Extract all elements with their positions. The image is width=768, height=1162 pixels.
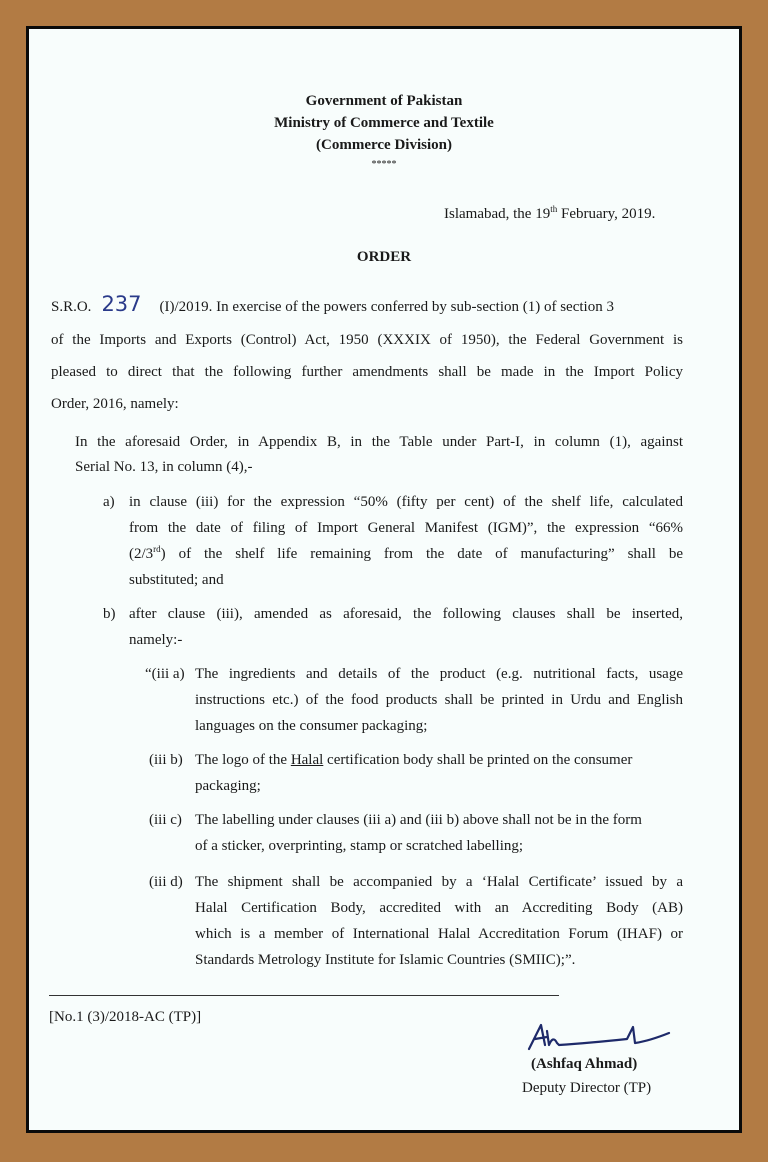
sub-b-marker: (iii b) — [149, 752, 183, 768]
sro-line-1 — [51, 291, 679, 320]
sub-a-marker: “(iii a) — [145, 666, 185, 682]
sro-line-2: of the Imports and Exports (Control) Act, 1950 (XXXIX of 1950), the Federal Government is — [51, 332, 683, 348]
sub-a-line-3: languages on the consumer packaging; — [195, 718, 428, 734]
sro-label: S.R.O. — [51, 299, 92, 315]
sub-b-line-2: packaging; — [195, 778, 261, 794]
header-government: Government of Pakistan — [305, 93, 463, 109]
sub-b-line-1-post: certification body shall be printed on the consumer — [323, 752, 633, 768]
sub-d-line-4: Standards Metrology Institute for Islamic Countries (SMIIC);”. — [195, 952, 576, 968]
signatory-title: Deputy Director (TP) — [522, 1080, 652, 1096]
clause-a-line-3-sup: rd — [153, 544, 161, 554]
clause-a-line-4: substituted; and — [129, 572, 224, 588]
intro-line-2: Serial No. 13, in column (4),- — [75, 459, 253, 475]
sro-line-4: Order, 2016, namely: — [51, 396, 179, 412]
sub-d-line-2: Halal Certification Body, accredited with an Accrediting Body (AB) — [195, 900, 683, 916]
date-sup: th — [550, 204, 558, 214]
sub-c-marker: (iii c) — [149, 812, 182, 828]
sub-b-line-1 — [195, 747, 632, 773]
sub-b-halal-underlined: Halal — [290, 752, 324, 768]
sub-c-line-2: of a sticker, overprinting, stamp or scratched labelling; — [195, 838, 524, 854]
header-division: (Commerce Division) — [316, 137, 452, 153]
sro-line-1-text: (I)/2019. In exercise of the powers conferred by sub-section (1) of section 3 — [159, 299, 614, 315]
clause-b-line-2: namely:- — [129, 632, 183, 648]
footer-divider — [49, 995, 559, 996]
date-prefix: Islamabad, the 19 — [444, 206, 551, 222]
dateline — [444, 201, 655, 227]
clause-a-line-1: in clause (iii) for the expression “50% (fifty per cent) of the shelf life, calculated — [129, 494, 683, 510]
sub-b-line-1-pre: The logo of the — [195, 752, 291, 768]
clause-a-line-3-post: ) of the shelf life remaining from the date of manufacturing” shall be — [160, 546, 683, 562]
clause-a-line-3-pre: (2/3 — [129, 546, 154, 562]
sro-number-handwritten: 237 — [101, 292, 142, 316]
signatory-name: (Ashfaq Ahmad) — [531, 1056, 638, 1072]
clause-b-marker: b) — [103, 606, 116, 622]
sub-d-marker: (iii d) — [149, 874, 183, 890]
date-suffix: February, 2019. — [557, 206, 656, 222]
header-stars: ***** — [371, 159, 397, 170]
order-title: ORDER — [356, 249, 412, 265]
document-page — [26, 26, 742, 1133]
header-ministry: Ministry of Commerce and Textile — [274, 115, 494, 131]
file-number: [No.1 (3)/2018-AC (TP)] — [49, 1009, 202, 1025]
sub-c-line-1: The labelling under clauses (iii a) and (iii b) above shall not be in the form — [195, 812, 642, 828]
clause-a-line-2: from the date of filing of Import General Manifest (IGM)”, the expression “66% — [129, 520, 683, 536]
sub-d-line-1: The shipment shall be accompanied by a ‘Halal Certificate’ issued by a — [195, 874, 683, 890]
sub-d-line-3: which is a member of International Halal Accreditation Forum (IHAF) or — [195, 926, 683, 942]
sub-a-line-2: instructions etc.) of the food products shall be printed in Urdu and English — [195, 692, 683, 708]
sro-line-3: pleased to direct that the following further amendments shall be made in the Import Policy — [51, 364, 683, 380]
intro-line-1: In the aforesaid Order, in Appendix B, in the Table under Part-I, in column (1), against — [75, 434, 683, 450]
clause-a-marker: a) — [103, 494, 115, 510]
sub-a-line-1: The ingredients and details of the product (e.g. nutritional facts, usage — [195, 666, 683, 682]
clause-a-line-3 — [129, 541, 683, 567]
clause-b-line-1: after clause (iii), amended as aforesaid, the following clauses shall be inserted, — [129, 606, 683, 622]
